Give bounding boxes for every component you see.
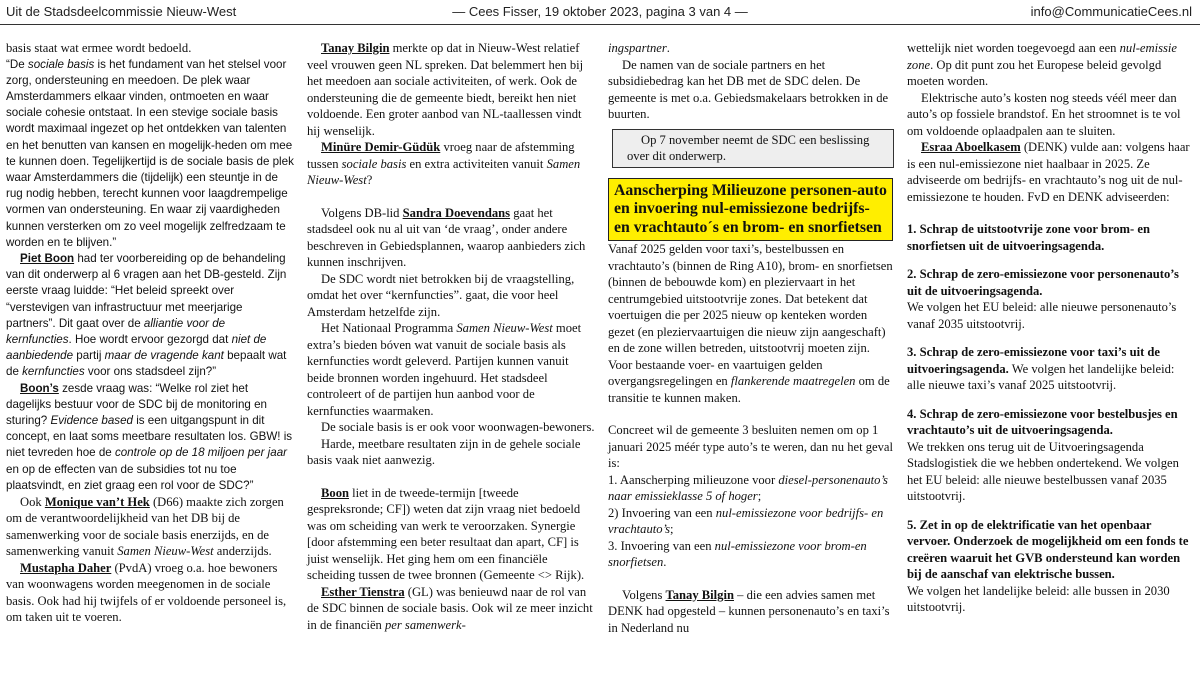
- paragraph-bilgin: Tanay Bilgin merkte op dat in Nieuw-West relatief veel vrouwen geen NL spreken. Dat belemmert hen bij het meedoen aan sociale activiteiten, of werk. Ook de ondersteuning die de gemeente biedt, bereikt hen niet voldoende. Een groter aanbod van NL-taallessen vindt hij wenselijk.: [307, 41, 584, 138]
- column-4: [907, 40, 1195, 616]
- speaker-name: Esraa Aboelkasem: [921, 140, 1021, 154]
- list-item: 1. Aanscherping milieuzone voor diesel-personenauto’s naar emissieklasse 5 of hoger;: [608, 472, 888, 503]
- column-2: [307, 40, 597, 633]
- speaker-name: Tanay Bilgin: [665, 587, 734, 602]
- speaker-name: Piet Boon: [20, 251, 75, 265]
- speaker-name: Tanay Bilgin: [321, 41, 390, 55]
- paragraph-aboelkasem: Esraa Aboelkasem (DENK) vulde aan: volgens haar is een nul-emissiezone niet haalbaar in 2025. Ze adviseerde om bedrijfs- en vrachtauto’s nog uit de nul-emissiezone te houden. FvD en DENK adviseerden:: [907, 140, 1190, 204]
- advice-item-1: 1. Schrap de uitstootvrije zone voor brom- en snorfietsen uit de uitvoeringsagenda.: [907, 222, 1150, 253]
- paragraph-bilgin-advice: Volgens Tanay Bilgin – die een advies samen met DENK had opgesteld – kunnen personenauto’s en taxi’s in Nederland nu: [608, 587, 890, 635]
- header-email-link[interactable]: info@CommunicatieCees.nl: [1030, 4, 1192, 19]
- paragraph: Vanaf 2025 gelden voor taxi’s, bestelbussen en vrachtauto’s (binnen de Ring A10), brom- en snorfietsen (binnen de bebouwde kom) en pleziervaart in het centrumgebied uitstootvrije zones. Dat betekent dat voertuigen die per 2025 nieuw op kenteken worden gezet (en pleziervaartuigen die nieuw zijn aangeschaft) en de zone willen betreden, uitstootvrij moeten zijn. Voor bestaande voer- en vaartuigen gelden overgangsregelingen en flankerende maatregelen om de transitie te kunnen maken.: [608, 242, 893, 405]
- decision-notice-box: Op 7 november neemt de SDC een beslissing over dit onderwerp.: [612, 129, 894, 168]
- article-headline: Aanscherping Milieuzone personen-auto en invoering nul-emissiezone bedrijfs- en vrachtauto´s en brom- en snorfietsen: [608, 178, 893, 242]
- paragraph-tienstra: Esther Tienstra (GL) was benieuwd naar de rol van de SDC binnen de sociale basis. Ook wil ze meer inzicht in de financiën per samenwerk-: [307, 584, 593, 632]
- speaker-name: Esther Tienstra: [321, 584, 405, 599]
- advice-item-3: 3. Schrap de zero-emissiezone voor taxi’s uit de uitvoeringsagenda. We volgen het landelijke beleid: alle nieuwe taxi’s vanaf 2025 uitstootvrij.: [907, 345, 1175, 392]
- header-source: Uit de Stadsdeelcommissie Nieuw-West: [6, 4, 237, 19]
- speaker-name: Minüre Demir-Güdük: [321, 140, 441, 154]
- quote-sociale-basis: “De sociale basis is het fundament van het stelsel voor zorg, ondersteuning en meedoen. De plek waar Amsterdammers elkaar vinden, ontmoeten en waar sociale cohesie ontstaat. In een stevige sociale basis wordt maximaal ingezet op het ontdekken van talenten en het benutten van kansen en mogelijk-heden om mee te kunnen doen. Tegelijkertijd is de sociale basis de plek waar Amsterdammers die (tijdelijk) een steuntje in de rug nodig hebben, terecht kunnen voor laagdrempelige vormen van ondersteuning. En waar zij vaardigheden kunnen versterken om zo veel mogelijk zelfredzaam te worden en te blijven.”: [6, 57, 294, 249]
- paragraph-van-t-hek: Ook Monique van’t Hek (D66) maakte zich zorgen om de verantwoordelijkheid van het DB bij de samenwerking voor de sociale basis enerzijds, en de samenwerking vanuit Samen Nieuw-West anderzijds.: [6, 494, 284, 559]
- advice-item-5: 5. Zet in op de elektrificatie van het openbaar vervoer. Onderzoek de mogelijkheid om een fonds te creëren waaruit het GVB ondersteund kan worden bij de aanschaf van elektrische bussen. We volgen het landelijke beleid: alle bussen in 2030 uitstootvrij.: [907, 517, 1189, 614]
- question-boon-sixth: Boon’s zesde vraag was: “Welke rol ziet het dagelijks bestuur voor de SDC bij de monitoring en sturing? Evidence based is een uitgangspunt in dit concept, en laat soms meetbare resultaten los. GBW! is niet tevreden hoe de controle op de 18 miljoen per jaar en op de effecten van de subsidies tot nu toe plaatsvindt, en ziet graag een rol voor de SDC?”: [6, 381, 293, 492]
- paragraph: basis staat wat ermee wordt bedoeld.: [6, 41, 192, 55]
- page-header: [0, 0, 1200, 25]
- list-item: 3. Invoering van een nul-emissiezone voor brom-en snorfietsen.: [608, 538, 867, 569]
- advice-item-4: 4. Schrap de zero-emissiezone voor bestelbusjes en vrachtauto’s uit de uitvoeringsagenda. We trekken ons terug uit de Uitvoeringsagenda Stadslogistiek die we hebben ondertekend. We volgen het EU beleid: alle nieuwe bestelbussen vanaf 2035 uitstootvrij.: [907, 406, 1179, 503]
- paragraph: De SDC wordt niet betrokken bij de vraagstelling, omdat het over “kernfuncties”. gaat, die voor heel Amsterdam hetzelfde zijn.: [307, 271, 575, 319]
- paragraph: Harde, meetbare resultaten zijn in de gehele sociale basis vaak niet aanwezig.: [307, 436, 581, 467]
- paragraph: De namen van de sociale partners en het subsidiebedrag kan het DB met de SDC delen. De gemeente is met o.a. Gebiedsmakelaars betrokken in de buurten.: [608, 57, 889, 121]
- paragraph-nationaal-programma: Het Nationaal Programma Samen Nieuw-West moet extra’s bieden bóven wat vanuit de sociale basis als kernfuncties wordt geleverd. Partijen kunnen vanuit beide bronnen worden ingehuurd. Het stadsdeel controleert of de partijen hun aanbod voor de kernfuncties waarmaken.: [307, 321, 582, 418]
- speaker-name: Monique van’t Hek: [44, 494, 150, 509]
- paragraph: Elektrische auto’s kosten nog steeds véél meer dan auto’s op fossiele brandstof. En het stroomnet is te vol om voldoende oplaadpalen aan te sluiten.: [907, 90, 1181, 138]
- paragraph: De sociale basis is er ook voor woonwagen-bewoners.: [321, 420, 595, 434]
- paragraph-daher: Mustapha Daher (PvdA) vroeg o.a. hoe bewoners van woonwagens worden meegenomen in de sociale basis. Ook had hij twijfels of er voldoende personeel is, om taken uit te voeren.: [6, 560, 287, 625]
- paragraph: Concreet wil de gemeente 3 besluiten nemen om op 1 januari 2025 méér type auto’s te weren, dan nu het geval is:: [608, 423, 894, 470]
- advice-item-2: 2. Schrap de zero-emissiezone voor personenauto’s uit de uitvoeringsagenda. We volgen het EU beleid: alle nieuwe personenauto’s vanaf 2035 uitstootvrij.: [907, 267, 1179, 331]
- paragraph-doevendans: Volgens DB-lid Sandra Doevendans gaat het stadsdeel ook nu al uit van ‘de vraag’, onder andere beschreven in Gebiedsplannen, waarop aanbieders zich kunnen inschrijven.: [307, 205, 586, 269]
- paragraph-boon-second-term: Boon liet in de tweede-termijn [tweede gespreksronde; CF]) weten dat zijn vraag niet bedoeld was om scheiding van werk te veroorzaken. Synergie [door afstemming een beter resultaat dan apart, CF] is juist wenselijk. Het ging hem om een financiële scheiding tussen de twee bronnen (Gemeente <> Rijk).: [307, 485, 585, 582]
- paragraph-demir-guduk: Minüre Demir-Güdük vroeg naar de afstemming tussen sociale basis en extra activiteiten vanuit Samen Nieuw-West?: [307, 140, 581, 187]
- paragraph: ingspartner.: [608, 41, 670, 55]
- question-piet-boon: Piet Boon had ter voorbereiding op de behandeling van dit onderwerp al 6 vragen aan het DB-gesteld. Zijn eerste vraag luidde: “Het beleid spreekt over “verstevigen van infrastructuur met meerjarige partners”. Dit gaat over de alliantie voor de kernfuncties. Hoe wordt ervoor gezorgd dat niet de aanbiedende partij maar de vragende kant bepaalt wat de kernfuncties voor ons stadsdeel zijn?”: [6, 251, 287, 379]
- speaker-name: Boon: [321, 485, 349, 500]
- speaker-name: Mustapha Daher: [20, 560, 112, 575]
- speaker-name: Sandra Doevendans: [402, 205, 511, 220]
- speaker-name: Boon’s: [20, 381, 59, 395]
- list-item: 2) Invoering van een nul-emissiezone voor bedrijfs- en vrachtauto’s;: [608, 505, 884, 536]
- header-author-date: — Cees Fisser, 19 oktober 2023, pagina 3 van 4 —: [452, 4, 748, 19]
- column-3: [608, 40, 893, 636]
- paragraph: wettelijk niet worden toegevoegd aan een nul-emissie zone. Op dit punt zou het Europese beleid gevolgd moeten worden.: [907, 41, 1177, 88]
- column-1: [6, 40, 294, 626]
